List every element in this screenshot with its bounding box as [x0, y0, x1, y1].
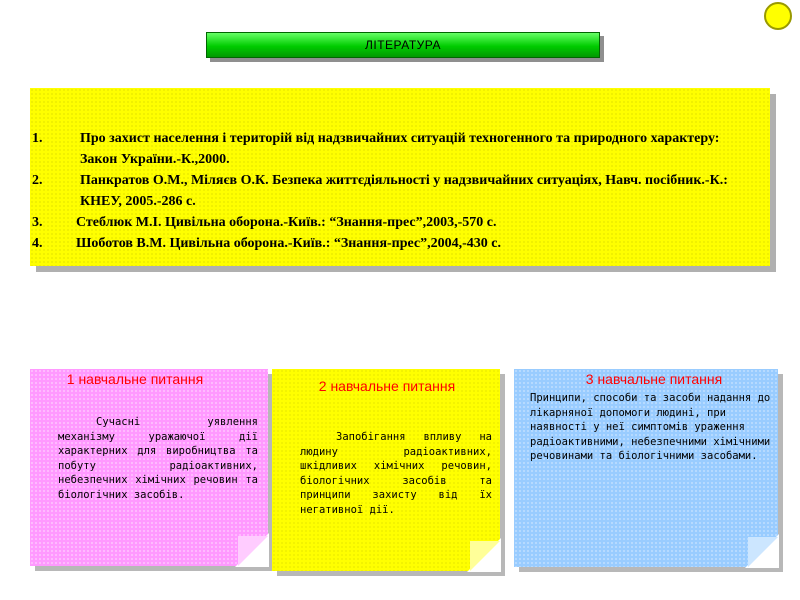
references-panel — [30, 88, 770, 266]
question-card-body: Принципи, способи та засоби надання до лікарняної допомоги людині, при наявності у неї симптомів ураження радіоактивними, небезпечними хімічними речовинами та біологічними засобами. — [530, 392, 771, 462]
question-card-heading: 2 навчальне питання — [318, 378, 456, 394]
page-title — [206, 32, 600, 58]
reference-text: Стеблюк М.І. Цивільна оборона.-Київ.: “Знання-прес”,2003,-570 с. — [76, 215, 497, 230]
reference-number: 3. — [32, 215, 43, 230]
page-title-text: ЛІТЕРАТУРА — [365, 38, 441, 52]
reference-item — [30, 233, 770, 254]
reference-text: Шоботов В.М. Цивільна оборона.-Київ.: “Знання-прес”,2004,-430 с. — [76, 236, 502, 251]
question-card-body: Сучасні уявлення механізму уражаючої дії характерних для виробництва та побуту радіоактивних, небезпечних хімічних речовин та біологічних засобів. — [58, 416, 258, 501]
question-card-heading: 1 навчальне питання — [66, 371, 204, 387]
reference-text: Панкратов О.М., Міляєв О.К. Безпека життєдіяльності у надзвичайних ситуаціях, Навч. посібник.-К.: КНЕУ, 2005.-286 с. — [80, 173, 728, 209]
corner-circle-icon — [764, 2, 792, 30]
question-card-heading: 3 навчальне питання — [585, 371, 723, 387]
question-card-3 — [514, 369, 778, 567]
references-list — [30, 128, 770, 254]
question-card-body: Запобігання впливу на людину радіоактивних, шкідливих хімічних речовин, біологічних засобів та принципи захисту від їх негативної дії. — [300, 431, 492, 516]
reference-text: Про захист населення і територій від надзвичайних ситуацій техногенного та природного характеру: Закон України.-К.,2000. — [80, 131, 720, 167]
reference-item — [30, 212, 770, 233]
reference-item — [30, 128, 770, 170]
reference-number: 1. — [32, 131, 43, 146]
reference-number: 2. — [32, 173, 43, 188]
question-card-2 — [272, 369, 500, 571]
reference-item — [30, 170, 770, 212]
question-card-1 — [30, 369, 268, 566]
reference-number: 4. — [32, 236, 43, 251]
